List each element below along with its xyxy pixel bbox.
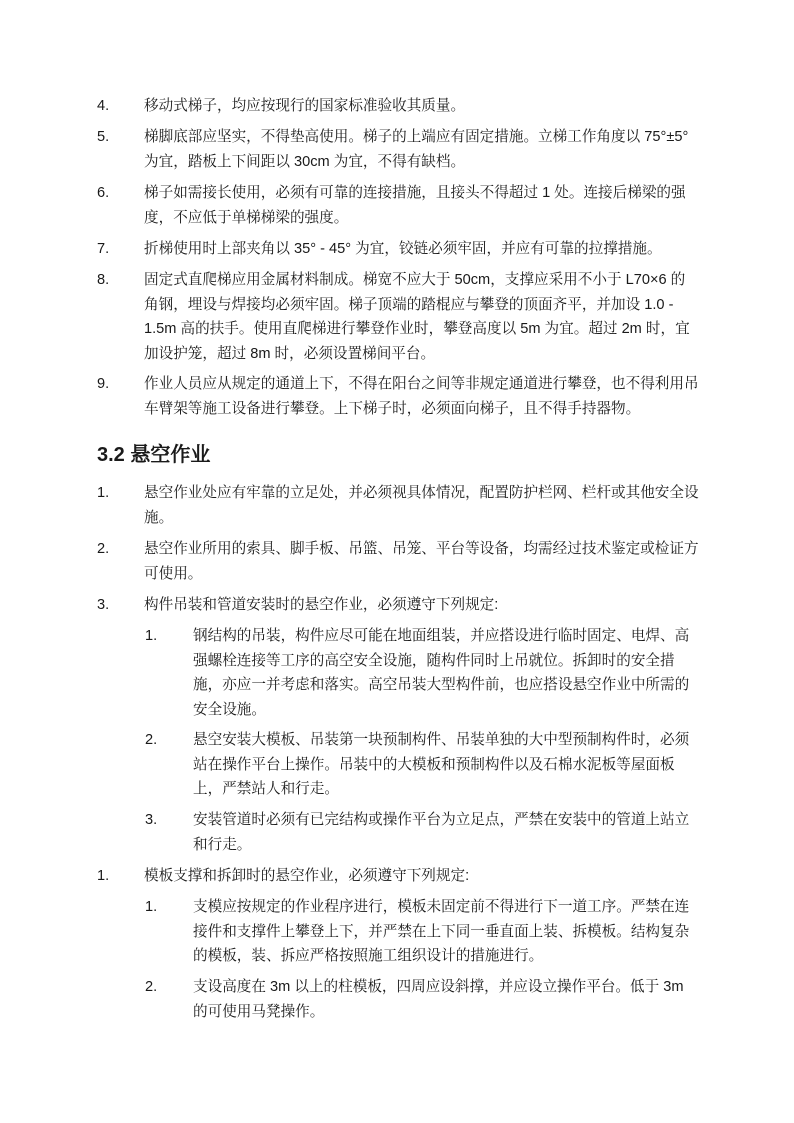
list-item-number: 8. [97,272,110,288]
list-item-text: 移动式梯子，均应按现行的国家标准验收其质量。 [144,98,466,114]
list-item-text: 悬空作业处应有牢靠的立足处，并必须视具体情况，配置防护栏网、栏杆或其他安全设施。 [144,485,699,526]
list-item-number: 1. [97,485,110,501]
list-item-text: 构件吊装和管道安装时的悬空作业，必须遵守下列规定: [144,597,499,613]
list-item-text: 梯子如需接长使用，必须有可靠的连接措施，且接头不得超过 1 处。连接后梯梁的强度，不应低于单梯梯梁的强度。 [144,185,686,226]
list-item-text: 折梯使用时上部夹角以 35° - 45° 为宜，铰链必须牢固，并应有可靠的拉撑措施。 [144,241,662,257]
list-item-number: 1. [97,868,110,884]
sub-list-item-number: 1. [145,899,158,915]
sub-list-item-text: 悬空安装大模板、吊装第一块预制构件、吊装单独的大中型预制构件时，必须站在操作平台上操作。吊装中的大模板和预制构件以及石棉水泥板等屋面板上，严禁站人和行走。 [193,732,690,797]
sub-list-item-number: 3. [145,812,158,828]
list-item-number: 9. [97,376,110,392]
list-item-text: 悬空作业所用的索具、脚手板、吊篮、吊笼、平台等设备，均需经过技术鉴定或检证方可使用。 [144,541,699,582]
list-item-number: 7. [97,241,110,257]
list-item-text: 固定式直爬梯应用金属材料制成。梯宽不应大于 50cm，支撑应采用不小于 L70×6 的角钢，埋设与焊接均必须牢固。梯子顶端的踏棍应与攀登的顶面齐平，并加设 1.0 - 1.5m 高的扶手。使用直爬梯进行攀登作业时，攀登高度以 5m 为宜。超过 2m 时，宜加设护笼，超过 8m 时，必须设置梯间平台。 [144,272,690,362]
list-item-text: 作业人员应从规定的通道上下，不得在阳台之间等非规定通道进行攀登，也不得利用吊车臂架等施工设备进行攀登。上下梯子时，必须面向梯子，且不得手持器物。 [144,376,699,417]
sub-list-item-text: 支模应按规定的作业程序进行，模板未固定前不得进行下一道工序。严禁在连接件和支撑件上攀登上下，并严禁在上下同一垂直面上装、拆模板。结构复杂的模板，装、拆应严格按照施工组织设计的措施进行。 [193,899,690,964]
section-heading: 3.2 悬空作业 [97,444,211,466]
sub-list-item-number: 1. [145,628,158,644]
sub-list-item-number: 2. [145,979,158,995]
list-item-number: 4. [97,98,110,114]
sub-list-item-text: 安装管道时必须有已完结构或操作平台为立足点，严禁在安装中的管道上站立和行走。 [193,812,690,853]
list-item-number: 2. [97,541,110,557]
list-item-number: 6. [97,185,110,201]
sub-list-item-text: 钢结构的吊装，构件应尽可能在地面组装，并应搭设进行临时固定、电焊、高强螺栓连接等工序的高空安全设施，随构件同时上吊就位。拆卸时的安全措施，亦应一并考虑和落实。高空吊装大型构件前，也应搭设悬空作业中所需的安全设施。 [193,628,690,718]
list-item-number: 3. [97,597,110,613]
sub-list-item-text: 支设高度在 3m 以上的柱模板，四周应设斜撑，并应设立操作平台。低于 3m 的可使用马凳操作。 [193,979,684,1020]
list-item-number: 5. [97,129,110,145]
sub-list-item-number: 2. [145,732,158,748]
list-item-text: 模板支撑和拆卸时的悬空作业，必须遵守下列规定: [144,868,470,884]
list-item-text: 梯脚底部应坚实，不得垫高使用。梯子的上端应有固定措施。立梯工作角度以 75°±5° 为宜，踏板上下间距以 30cm 为宜，不得有缺档。 [144,129,689,170]
